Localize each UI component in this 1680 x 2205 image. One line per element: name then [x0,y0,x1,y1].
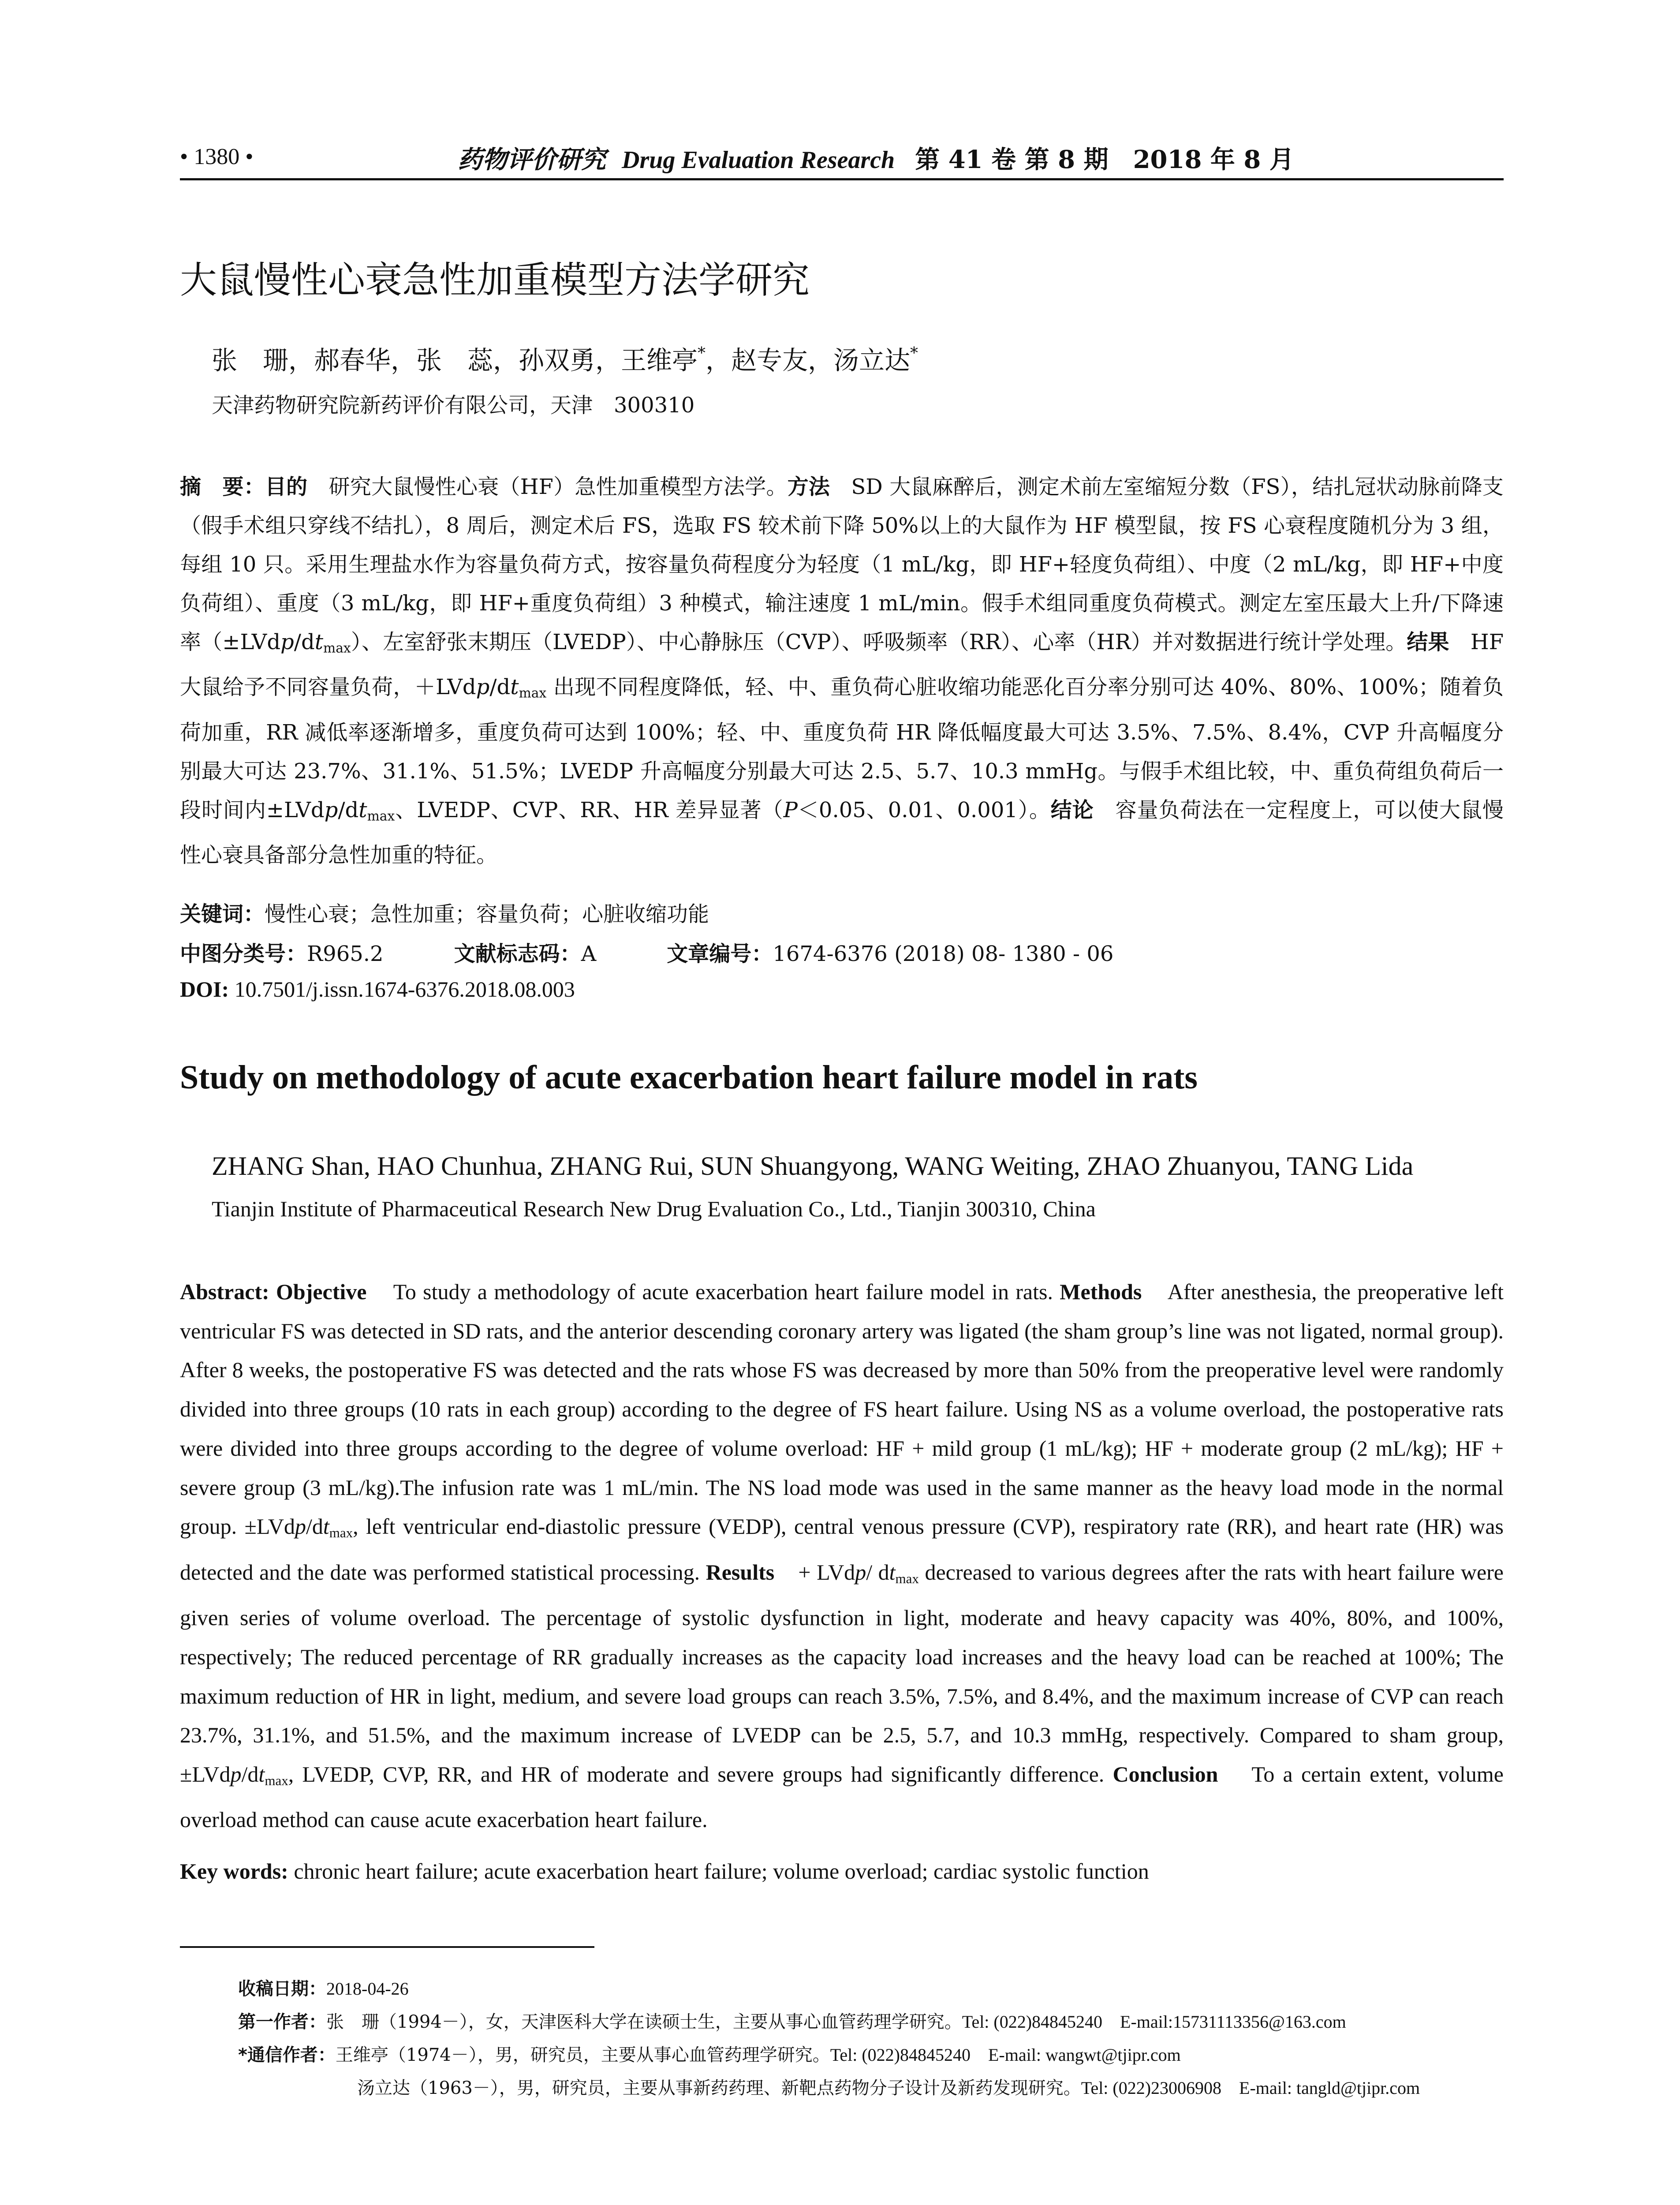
keywords-cn-label: 关键词： [180,902,265,927]
methods-cn: SD 大鼠麻醉后，测定术前左室缩短分数（FS），结扎冠状动脉前降支（假手术组只穿线不结扎），8 周后，测定术后 FS，选取 FS 较术前下降 50%以上的大鼠作为 HF 模型鼠，按 FS 心衰程度随机分为 3 组，每组 10 只。采用生理盐水作为容量负荷方式，按容量负荷程度分为轻度（1 mL/kg，即 HF+轻度负荷组）、中度（2 mL/kg，即 HF+中度负荷组）、重度（3 mL/kg，即 HF+重度负荷组）3 种模式，输注速度 1 mL/min。假手术组同重度负荷模式。测定左室压最大上升/下降速率$(\pm LVdp/dt_{max})$、左室舒张末期压（LVEDP）、中心静脉压（CVP）、呼吸频率（RR）、心率（HR）并对数据进行统计学处理。 [180,475,1504,656]
article-number-label: 文章编号： [667,942,773,966]
doi-line [180,976,575,1002]
doi-label: DOI: [180,977,229,1002]
results-cn: HF 大鼠给予不同容量负荷，$+LVdp/dt_{max}$ 出现不同程度降低，轻、中、重负荷心脏收缩功能恶化百分率分别可达 40%、80%、100%；随着负荷加重，RR 减低率逐渐增多，重度负荷可达到 100%；轻、中、重度负荷 HR 降低幅度最大可达 3.5%、7.5%、8.4%，CVP 升高幅度分别最大可达 23.7%、31.1%、51.5%；LVEDP 升高幅度分别最大可达 2.5、5.7、10.3 mmHg。与假手术组比较，中、重负荷组负荷后一段时间内$\pm LVdp/dt_{max}$、LVEDP、CVP、RR、HR 差异显著（P＜0.05、0.01、0.001）。 [180,630,1504,824]
journal-name [458,140,1294,176]
keywords-en-label: Key words: [180,1859,288,1884]
methods-en: After anesthesia, the preoperative left ventricular FS was detected in SD rats, and the anterior descending coronary artery was ligated (the sham group’s line was not ligated, normal group). After 8 weeks, the postoperative FS was detected and the rats whose FS was decreased by more than 50% from the preoperative level were randomly divided into three groups (10 rats in each group) according to the degree of FS heart failure. Using NS as a volume overload, the postoperative rats were divided into three groups according to the degree of volume overload: HF + mild group (1 mL/kg); HF + moderate group (2 mL/kg); HF + severe group (3 mL/kg).The infusion rate was 1 mL/min. The NS load mode was used in the same manner as the heavy load mode in the normal group. $\pm LVdp/dt_{max}$, left ventricular end-diastolic pressure (VEDP), central venous pressure (CVP), respiratory rate (RR), and heart rate (HR) was detected and the date was performed statistical processing. [180,1279,1504,1585]
footnote-first-author [238,2008,1346,2033]
keywords-cn [180,897,709,927]
abstract-cn [180,467,1504,875]
doc-code-value: A [581,942,597,966]
affiliation-en: Tianjin Institute of Pharmaceutical Research New Drug Evaluation Co., Ltd., Tianjin 300310, China [212,1196,1096,1221]
first-author-label: 第一作者： [238,2012,326,2032]
abstract-en [180,1272,1504,1839]
abstract-en-label: Abstract: [180,1279,269,1304]
footnote-corresponding-1 [238,2041,1181,2066]
keywords-en [180,1858,1149,1884]
objective-cn: 研究大鼠慢性心衰（HF）急性加重模型方法学。 [329,475,788,499]
conclusion-label-cn: 结论 [1050,797,1094,822]
corresponding-2-contact: Tel: (022)23006908 E-mail: tangld@tjipr.com [1081,2078,1420,2098]
affiliation-cn: 天津药物研究院新药评价有限公司，天津 300310 [212,393,695,418]
page-number: • 1380 • [180,144,254,169]
article-number-value: 1674-6376 (2018) 08- 1380 - 06 [773,942,1114,966]
objective-en: To study a methodology of acute exacerbation heart failure model in rats. [393,1279,1053,1304]
volume-issue: 第 41 卷 第 8 期 2018 年 8 月 [915,145,1294,174]
first-author-info: 张 珊（1994－），女，天津医科大学在读硕士生，主要从事心血管药理学研究。 [326,2012,962,2032]
objective-label-en: Objective [276,1279,367,1304]
conclusion-label-en: Conclusion [1113,1761,1218,1786]
results-label-cn: 结果 [1407,630,1449,654]
abstract-cn-label: 摘 要： [180,475,265,499]
keywords-en-text: chronic heart failure; acute exacerbation heart failure; volume overload; cardiac systolic function [294,1859,1149,1884]
methods-label-en: Methods [1060,1279,1142,1304]
keywords-cn-text: 慢性心衰；急性加重；容量负荷；心脏收缩功能 [265,902,709,927]
conclusion-en: To a certain extent, volume overload method can cause acute exacerbation heart failure. [180,1761,1504,1832]
classification-line [180,937,1113,967]
conclusion-cn: 容量负荷法在一定程度上，可以使大鼠慢性心衰具备部分急性加重的特征。 [180,797,1504,868]
doi-value: 10.7501/j.issn.1674-6376.2018.08.003 [234,977,575,1002]
title-en: Study on methodology of acute exacerbation heart failure model in rats [180,1059,1198,1096]
first-author-contact: Tel: (022)84845240 E-mail:15731113356@163.com [962,2012,1346,2032]
corresponding-1-contact: Tel: (022)84845240 E-mail: wangwt@tjipr.com [830,2045,1181,2065]
results-label-en: Results [706,1559,775,1585]
authors-en: ZHANG Shan, HAO Chunhua, ZHANG Rui, SUN Shuangyong, WANG Weiting, ZHAO Zhuanyou, TANG Lida [212,1151,1414,1181]
results-en: + LVdp/ $dt_{max}$ decreased to various degrees after the rats with heart failure were given series of volume overload. The percentage of systolic dysfunction in light, moderate and heavy capacity was 40%, 80%, and 100%, respectively; The reduced percentage of RR gradually increases as the capacity load increases and the heavy load can be reached at 100%; The maximum reduction of HR in light, medium, and severe load groups can reach 3.5%, 7.5%, and 8.4%, and the maximum increase of CVP can reach 23.7%, 31.1%, and 51.5%, and the maximum increase of LVEDP can be 2.5, 5.7, and 10.3 mmHg, respectively. Compared to sham group, $\pm LVdp/dt_{max}$, LVEDP, CVP, RR, and HR of moderate and severe groups had significantly difference. [180,1559,1504,1788]
objective-label-cn: 目的 [265,475,308,499]
received-date: 2018-04-26 [326,1979,409,1999]
clc-label: 中图分类号： [180,942,307,966]
footnote-received [238,1975,409,2000]
corresponding-1-info: 王维亭（1974－），男，研究员，主要从事心血管药理学研究。 [335,2045,830,2065]
authors-cn: 张 珊，郝春华，张 蕊，孙双勇，王维亭*，赵专友，汤立达* [212,344,918,375]
journal-name-cn: 药物评价研究 [458,145,606,174]
journal-name-en: Drug Evaluation Research [622,146,895,174]
methods-label-cn: 方法 [787,475,830,499]
corresponding-2-info: 汤立达（1963－），男，研究员，主要从事新药药理、新靶点药物分子设计及新药发现研究。 [357,2078,1081,2098]
footnote-corresponding-2 [357,2074,1420,2099]
header-rule [180,178,1504,180]
clc-value: R965.2 [307,942,384,966]
title-cn: 大鼠慢性心衰急性加重模型方法学研究 [180,258,810,302]
running-header [180,140,1504,180]
received-label: 收稿日期： [238,1979,326,1999]
footnote-rule [180,1946,594,1948]
corresponding-label: *通信作者： [238,2045,336,2065]
doc-code-label: 文献标志码： [454,942,581,966]
